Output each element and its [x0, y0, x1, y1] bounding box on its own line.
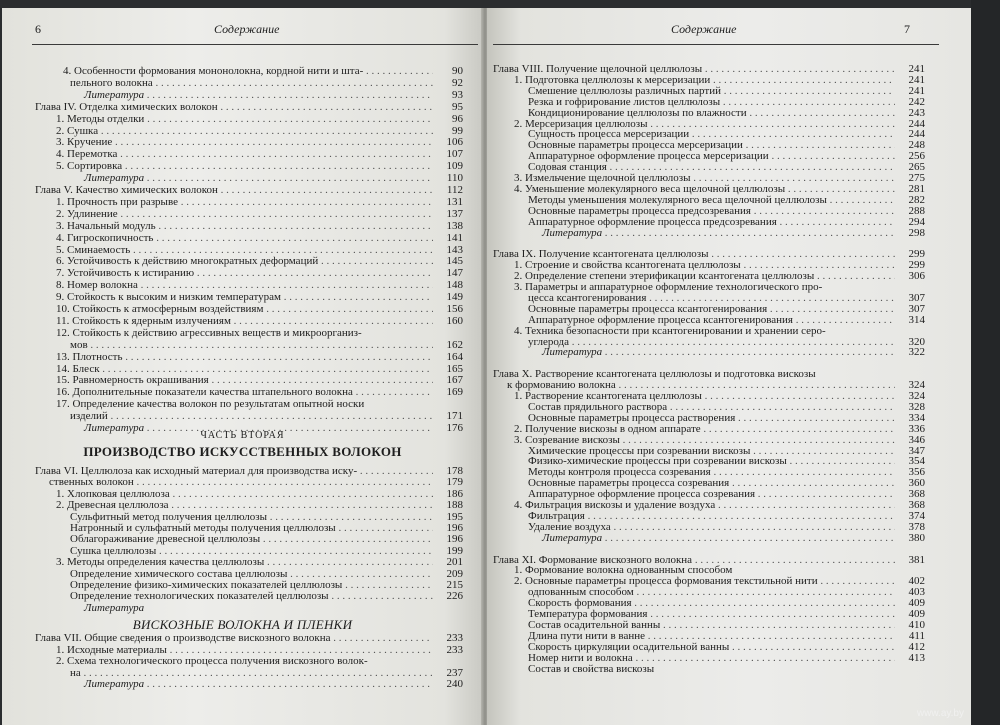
- toc-entry-title: Аппаратурное оформление процесса мерсеризации . . .: [493, 150, 895, 162]
- toc-entry-page: 307: [908, 291, 925, 304]
- toc-entry-page: 411: [908, 629, 925, 642]
- toc-entry: [35, 279, 463, 291]
- toc-entry: [35, 291, 463, 303]
- toc-entry-title: 3. Кручение . . .: [35, 136, 433, 148]
- toc-entry-title: Основные параметры процесса мерсеризации . . .: [493, 139, 895, 151]
- toc-entry-title: 1. Хлопковая целлюлоза . . .: [35, 488, 433, 500]
- toc-entry-title: 9. Стойкость к высоким и низким температурам . . .: [35, 291, 433, 303]
- toc-entry-title: Фильтрация . . .: [493, 510, 895, 522]
- toc-entry-page: 162: [446, 338, 463, 351]
- toc-entry-title: 1. Строение и свойства ксантогената целлюлозы . . .: [493, 259, 895, 271]
- toc-entry-page: 131: [446, 195, 463, 208]
- toc-entry-title: 16. Дополнительные показатели качества штапельного волокна . . .: [35, 386, 433, 398]
- toc-entry: [35, 77, 463, 89]
- toc-entry-page: 324: [908, 390, 925, 402]
- toc-entry-page: 226: [446, 590, 463, 603]
- toc-entry-page: 178: [446, 465, 463, 477]
- toc-entry-page: 93: [452, 88, 463, 101]
- toc-entry-title: Основные параметры процесса ксантогенирования . . .: [493, 303, 895, 315]
- toc-entry: [35, 533, 463, 545]
- header-rule: [32, 44, 478, 45]
- toc-entry-title: 5. Сортировка . . .: [35, 160, 433, 172]
- toc-entry-title: пельного волокна . . .: [35, 77, 433, 89]
- toc-entry-page: 176: [446, 422, 463, 434]
- toc-entry-page: 96: [452, 112, 463, 125]
- watermark: www.ay.by: [916, 708, 964, 719]
- toc-entry-page: 169: [446, 386, 463, 399]
- toc-entry-title: Резка и гофрирование листов целлюлозы . . .: [493, 96, 895, 108]
- toc-entry: [35, 511, 463, 523]
- toc-entry-title: 2. Основные параметры процесса формования текстильной нити . . .: [493, 575, 895, 587]
- toc-literature-entry: [35, 602, 463, 614]
- toc-literature-entry: [35, 678, 463, 690]
- toc-entry-title: 15. Равномерность окрашивания . . .: [35, 374, 433, 386]
- toc-entry-page: 360: [908, 477, 925, 490]
- toc-entry-page: 346: [908, 433, 925, 446]
- toc-entry-page: 354: [908, 455, 925, 468]
- toc-entry-title: 1. Исходные материалы . . .: [35, 644, 433, 656]
- toc-entry-page: [433, 602, 463, 614]
- toc-entry-title: Глава VI. Целлюлоза как исходный материал для производства иску- . . .: [35, 465, 433, 477]
- toc-entry: [35, 267, 463, 279]
- toc-entry-page: 334: [908, 411, 925, 424]
- toc-entry-title: Химические процессы при созревании вискозы . . .: [493, 445, 895, 457]
- toc-entry-page: 288: [908, 204, 925, 217]
- toc-entry-page: 90: [452, 65, 463, 77]
- toc-entry-page: 402: [908, 575, 925, 588]
- toc-entry-page: [433, 327, 463, 339]
- toc-entry-title: Глава XI. Формование вискозного волокна . . .: [493, 554, 895, 566]
- toc-entry-page: 320: [908, 335, 925, 348]
- toc-entry-page: 410: [908, 618, 925, 631]
- toc-entry-title: ственных волокон . . .: [35, 476, 433, 488]
- part-title: ПРОИЗВОДСТВО ИСКУССТВЕННЫХ ВОЛОКОН: [83, 444, 402, 459]
- toc-entry: [35, 363, 463, 375]
- toc-entry-title: 3. Начальный модуль . . .: [35, 220, 433, 232]
- toc-entry-page: 171: [446, 410, 463, 423]
- toc-entry-page: 368: [908, 488, 925, 501]
- toc-entry-title: 13. Плотность . . .: [35, 351, 433, 363]
- toc-entry-title: 4. Техника безопасности при ксантогенировании и хранении серо-: [514, 324, 826, 337]
- toc-entry: [35, 488, 463, 500]
- toc-entry-title: 3. Созревание вискозы . . .: [493, 434, 895, 446]
- toc-entry: [35, 476, 463, 488]
- toc-entry-page: 368: [908, 499, 925, 511]
- toc-entry-page: 148: [446, 279, 463, 292]
- toc-entry-title: 2. Древесная целлюлоза . . .: [35, 499, 433, 511]
- toc-entry: [35, 410, 463, 422]
- toc-entry-title: Глава VIII. Получение щелочной целлюлозы . . .: [493, 63, 895, 75]
- toc-entry-page: [433, 655, 463, 667]
- toc-entry-title: Определение технологических показателей целлюлозы . . .: [35, 590, 433, 602]
- background-edge: [971, 0, 1000, 725]
- toc-chapter-entry: [35, 184, 463, 196]
- toc-entry-title: 4. Уменьшение молекулярного веса щелочной целлюлозы . . .: [493, 183, 895, 195]
- toc-entry: [35, 351, 463, 363]
- toc-entry: [35, 65, 463, 77]
- toc-entry-page: 307: [908, 302, 925, 315]
- toc-entry-page: 322: [908, 346, 925, 359]
- toc-entry-title: Литература . . .: [35, 172, 433, 184]
- toc-entry-title: 17. Определение качества волокон по результатам опытной носки: [56, 398, 365, 411]
- toc-entry: [35, 386, 463, 398]
- toc-entry-page: 256: [908, 150, 925, 163]
- toc-entry-title: Литература . . .: [493, 227, 895, 239]
- toc-entry-page: 381: [908, 553, 925, 566]
- toc-entry-page: 336: [908, 422, 925, 435]
- toc-entry-title: Смешение целлюлозы различных партий . . .: [493, 85, 895, 97]
- toc-entry-title: 1. Прочность при разрыве . . .: [35, 196, 433, 208]
- toc-entry: [35, 568, 463, 580]
- toc-entry-page: 282: [908, 193, 925, 206]
- toc-entry-title: 2. Сушка . . .: [35, 125, 433, 137]
- toc-entry-page: 243: [908, 106, 925, 119]
- toc-entry-title: Литература . . .: [493, 532, 895, 544]
- toc-entry-page: [433, 398, 463, 410]
- toc-entry-title: Глава IX. Получение ксантогената целлюлозы . . .: [493, 248, 895, 260]
- toc-entry-title: Литература . . .: [35, 422, 433, 434]
- toc-entry-title: Номер нити и волокна . . .: [493, 652, 895, 664]
- toc-entry-title: Натронный и сульфатный методы получения целлюлозы . . .: [35, 522, 433, 534]
- toc-entry-title: 6. Устойчивость к действию многократных деформаций . . .: [35, 255, 433, 267]
- toc-entry-page: 244: [908, 117, 925, 130]
- toc-entry-page: 196: [446, 533, 463, 546]
- toc-entry-title: Облагораживание древесной целлюлозы . . .: [35, 533, 433, 545]
- toc-chapter-entry: [35, 465, 463, 477]
- toc-entry-page: 324: [908, 379, 925, 392]
- toc-entry-title: Основные параметры процесса предсозревания . . .: [493, 205, 895, 217]
- toc-entry: [35, 208, 463, 220]
- toc-entry-page: 248: [908, 139, 925, 152]
- toc-entry: [35, 136, 463, 148]
- toc-list: [35, 465, 463, 621]
- toc-entry-page: 413: [908, 651, 925, 664]
- toc-entry-title: Методы контроля процесса созревания . . .: [493, 466, 895, 478]
- toc-entry-title: Основные параметры процесса созревания . . .: [493, 477, 895, 489]
- toc-entry-title: 1. Растворение ксантогената целлюлозы . . .: [493, 390, 895, 402]
- toc-entry-page: 378: [908, 520, 925, 533]
- toc-entry-title: Методы уменьшения молекулярного веса щелочной целлюлозы . . .: [493, 194, 895, 206]
- toc-entry: [35, 255, 463, 267]
- toc-entry-page: 92: [452, 76, 463, 89]
- toc-entry-title: 4. Фильтрация вискозы и удаление воздуха . . .: [493, 499, 895, 511]
- toc-entry-title: Кондиционирование целлюлозы по влажности . . .: [493, 107, 895, 119]
- toc-entry-page: 137: [446, 207, 463, 220]
- toc-entry-page: 145: [446, 255, 463, 268]
- toc-entry-page: 409: [908, 597, 925, 610]
- toc-entry-page: 298: [908, 226, 925, 239]
- toc-entry-title: 8. Номер волокна . . .: [35, 279, 433, 291]
- toc-list: [493, 63, 925, 683]
- toc-entry-page: 199: [446, 544, 463, 557]
- toc-entry-title: 7. Устойчивость к истиранию . . .: [35, 267, 433, 279]
- section-title: ВИСКОЗНЫЕ ВОЛОКНА И ПЛЕНКИ: [132, 617, 353, 632]
- toc-entry: [35, 522, 463, 534]
- toc-entry-page: 215: [446, 579, 463, 591]
- toc-entry: [35, 398, 463, 410]
- toc-entry: [35, 196, 463, 208]
- toc-entry-title: изделий . . .: [35, 410, 433, 422]
- toc-entry-title: 4. Гигроскопичность . . .: [35, 232, 433, 244]
- toc-entry-page: 141: [446, 231, 463, 244]
- toc-entry-title: Сущность процесса мерсеризации . . .: [493, 128, 895, 140]
- toc-entry-page: 374: [908, 509, 925, 522]
- toc-entry-page: 306: [908, 270, 925, 283]
- toc-entry-page: 240: [446, 678, 463, 690]
- toc-entry-title: на . . .: [35, 667, 433, 679]
- toc-entry: [35, 545, 463, 557]
- toc-entry-title: 3. Измельчение щелочной целлюлозы . . .: [493, 172, 895, 184]
- toc-entry-title: 5. Сминаемость . . .: [35, 244, 433, 256]
- toc-entry-title: Скорость циркуляции осадительной ванны . . .: [493, 641, 895, 653]
- left-page: [2, 8, 483, 725]
- toc-entry-title: Основные параметры процесса растворения . . .: [493, 412, 895, 424]
- toc-entry: [35, 315, 463, 327]
- toc-entry-page: 241: [908, 73, 925, 86]
- toc-entry-title: 4. Перемотка . . .: [35, 148, 433, 160]
- toc-entry-page: 294: [908, 215, 925, 228]
- toc-entry-page: 143: [446, 243, 463, 256]
- toc-entry-title: мов . . .: [35, 339, 433, 351]
- toc-entry-page: 167: [446, 374, 463, 387]
- toc-entry-title: Сульфитный метод получения целлюлозы . . .: [35, 511, 433, 523]
- toc-entry-page: 156: [446, 303, 463, 315]
- toc-entry-title: цесса ксантогенирования . . .: [493, 292, 895, 304]
- toc-entry-title: Глава VII. Общие сведения о производстве вискозного волокна . . .: [35, 632, 433, 644]
- toc-entry-title: 2. Получение вискозы в одном аппарате . . .: [493, 423, 895, 435]
- toc-entry-page: 237: [446, 666, 463, 679]
- toc-entry: [35, 655, 463, 667]
- toc-entry-page: 347: [908, 444, 925, 457]
- toc-entry-page: 299: [908, 259, 925, 272]
- toc-entry-title: Глава IV. Отделка химических волокон . . .: [35, 101, 433, 113]
- page-number: 6: [35, 22, 41, 36]
- toc-list: [35, 65, 463, 435]
- toc-entry-page: 244: [908, 128, 925, 141]
- page-number: 7: [904, 22, 910, 36]
- toc-entry-title: 4. Особенности формования мононолокна, кордной нити и шта- . . .: [35, 65, 433, 77]
- toc-literature-entry: [35, 172, 463, 184]
- toc-entry-title: 2. Схема технологического процесса получения вискозного волок-: [56, 655, 368, 667]
- toc-entry-page: 112: [446, 184, 463, 196]
- toc-entry: [35, 244, 463, 256]
- toc-entry-page: 164: [446, 350, 463, 363]
- right-page: [487, 8, 971, 725]
- toc-entry-title: Состав осадительной ванны . . .: [493, 619, 895, 631]
- header-title: Содержание: [671, 22, 737, 36]
- toc-entry: [35, 327, 463, 339]
- toc-entry-page: 241: [908, 84, 925, 97]
- toc-entry-title: 2. Определение степени этерификации ксантогената целлюлозы . . .: [493, 270, 895, 282]
- toc-entry-title: Удаление воздуха . . .: [493, 521, 895, 533]
- toc-entry-page: 196: [446, 522, 463, 534]
- toc-entry: [493, 663, 925, 675]
- toc-entry-page: 209: [446, 567, 463, 580]
- toc-entry-title: 1. Подготовка целлюлозы к мерсеризации . . .: [493, 74, 895, 86]
- toc-entry-page: 188: [446, 499, 463, 512]
- toc-entry: [35, 374, 463, 386]
- toc-entry-page: 299: [908, 248, 925, 261]
- toc-entry-title: Температура формования . . .: [493, 608, 895, 620]
- toc-entry-title: Литература . . .: [493, 346, 895, 358]
- toc-entry-title: 14. Блеск . . .: [35, 363, 433, 375]
- toc-entry-page: 195: [446, 510, 463, 523]
- toc-entry-title: 12. Стойкость к действию агрессивных веществ и микроорганиз-: [56, 326, 362, 339]
- toc-entry-page: 179: [446, 476, 463, 489]
- part-label: ЧАСТЬ ВТОРАЯ: [200, 430, 285, 441]
- toc-entry-title: 3. Параметры и аппаратурное оформление технологического про-: [514, 281, 823, 293]
- toc-entry-title: Глава V. Качество химических волокон . . .: [35, 184, 433, 196]
- toc-entry-title: к формованию волокна . . .: [493, 379, 895, 391]
- toc-entry-title: Определение химического состава целлюлозы . . .: [35, 568, 433, 580]
- toc-entry-title: Литература: [84, 601, 145, 614]
- toc-entry-page: 403: [908, 586, 925, 599]
- toc-entry: [35, 160, 463, 172]
- toc-entry-page: 147: [446, 267, 463, 280]
- toc-entry-title: Состав прядильного раствора . . .: [493, 401, 895, 413]
- toc-entry-page: 412: [908, 640, 925, 653]
- toc-entry-title: углерода . . .: [493, 336, 895, 348]
- toc-entry-title: 1. Методы отделки . . .: [35, 113, 433, 125]
- toc-entry-page: 95: [452, 100, 463, 113]
- toc-entry-title: Содовая станция . . .: [493, 161, 895, 173]
- header-title: Содержание: [214, 22, 280, 36]
- toc-entry-title: Аппаратурное оформление процесса ксантогенирования . . .: [493, 314, 895, 326]
- toc-entry: [35, 556, 463, 568]
- toc-entry-page: 165: [446, 362, 463, 375]
- toc-entry-title: Литература . . .: [35, 89, 433, 101]
- toc-entry-page: [895, 663, 925, 675]
- toc-entry: [35, 113, 463, 125]
- toc-entry: [35, 220, 463, 232]
- toc-entry-title: Сушка целлюлозы . . .: [35, 545, 433, 557]
- toc-entry-title: 10. Стойкость к атмосферным воздействиям . . .: [35, 303, 433, 315]
- toc-entry-title: 2. Удлинение . . .: [35, 208, 433, 220]
- toc-entry-title: 1. Формование волокна однованным способом: [514, 564, 733, 577]
- toc-entry-page: 275: [908, 172, 925, 184]
- toc-entry-page: 149: [446, 291, 463, 304]
- toc-entry: [35, 644, 463, 656]
- toc-entry-title: Физико-химические процессы при созревании вискозы . . .: [493, 455, 895, 467]
- toc-entry-page: 186: [446, 487, 463, 500]
- toc-entry: [35, 303, 463, 315]
- toc-entry-title: Длина пути нити в ванне . . .: [493, 630, 895, 642]
- toc-entry-page: 106: [446, 136, 463, 149]
- toc-entry-page: 241: [908, 63, 925, 75]
- toc-chapter-entry: [35, 101, 463, 113]
- toc-entry: [35, 667, 463, 679]
- toc-entry-title: одпованным способом . . .: [493, 586, 895, 598]
- toc-entry-page: 281: [908, 182, 925, 195]
- toc-entry-title: Литература . . .: [35, 678, 433, 690]
- toc-entry-title: Аппаратурное оформление процесса созревания . . .: [493, 488, 895, 500]
- toc-entry: [35, 148, 463, 160]
- toc-chapter-entry: [35, 632, 463, 644]
- toc-entry: [35, 232, 463, 244]
- toc-entry: [35, 590, 463, 602]
- toc-list: [35, 632, 463, 696]
- toc-entry-title: 11. Стойкость к ядерным излучениям . . .: [35, 315, 433, 327]
- toc-entry-title: Аппаратурное оформление процесса предсозревания . . .: [493, 216, 895, 228]
- toc-entry-page: 109: [446, 160, 463, 173]
- toc-entry-page: 328: [908, 400, 925, 413]
- header-rule: [493, 44, 939, 45]
- toc-entry: [35, 579, 463, 591]
- toc-entry-page: 265: [908, 161, 925, 174]
- toc-entry-title: 3. Методы определения качества целлюлозы . . .: [35, 556, 433, 568]
- toc-entry: [35, 339, 463, 351]
- toc-literature-entry: [35, 89, 463, 101]
- toc-entry-page: 242: [908, 95, 925, 108]
- toc-entry-page: 314: [908, 313, 925, 326]
- toc-entry-title: Глава X. Растворение ксантогената целлюлозы и подготовка вискозы: [493, 368, 816, 381]
- toc-entry-title: Определение физико-химических показателей целлюлозы . . .: [35, 579, 433, 591]
- toc-entry-page: 356: [908, 466, 925, 479]
- toc-entry-page: 99: [452, 124, 463, 137]
- toc-entry-page: 107: [446, 148, 463, 161]
- toc-entry-page: 110: [446, 172, 463, 185]
- toc-entry: [35, 125, 463, 137]
- toc-entry-page: 160: [446, 314, 463, 327]
- toc-entry-page: 409: [908, 608, 925, 620]
- toc-entry-title: 2. Мерсеризация целлюлозы . . .: [493, 118, 895, 130]
- toc-entry: [35, 499, 463, 511]
- toc-entry-title: Скорость формования . . .: [493, 597, 895, 609]
- toc-entry-page: 201: [446, 556, 463, 569]
- toc-entry-page: 138: [446, 219, 463, 232]
- toc-entry-page: 233: [446, 632, 463, 644]
- toc-entry-page: 380: [908, 531, 925, 544]
- toc-entry-title: Состав и свойства вискозы: [528, 662, 655, 675]
- toc-entry-page: 233: [446, 643, 463, 656]
